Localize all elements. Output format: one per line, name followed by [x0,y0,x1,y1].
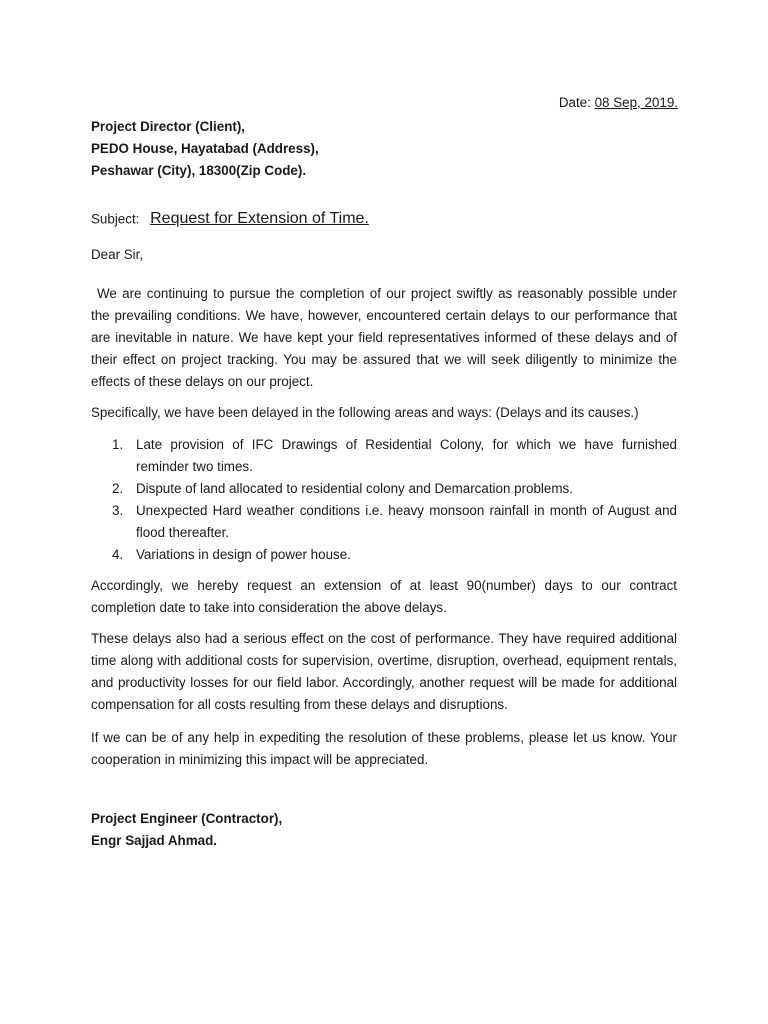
list-item-text: Variations in design of power house. [136,547,351,562]
list-item-number: 4. [112,547,124,562]
recipient-line-3: Peshawar (City), 18300(Zip Code). [91,163,307,178]
paragraph-delays-intro: Specifically, we have been delayed in the following areas and ways: (Delays and its causes.) [91,405,639,420]
recipient-line-1: Project Director (Client), [91,119,246,134]
paragraph-intro-text: We are continuing to pursue the completion of our project swiftly as reasonably possible under the prevailing conditions. We have, however, encountered certain delays to our performance that are inevitable in nature. We have kept your field representatives informed of these delays and of their effect on project tracking. You may be assured that we will seek diligently to minimize the effects of these delays on our project. [91,286,677,389]
date-value: 08 Sep, 2019. [594,95,678,110]
list-item [91,434,677,478]
subject-line [91,210,369,228]
signature-block [91,808,282,852]
paragraph-intro [91,283,677,393]
paragraph-closing: If we can be of any help in expediting the resolution of these problems, please let us know. Your cooperation in minimizing this impact will be appreciated. [91,730,677,767]
subject-title: Request for Extension of Time. [150,210,369,227]
recipient-line-2: PEDO House, Hayatabad (Address), [91,141,319,156]
date-label: Date: [558,95,591,110]
list-item [91,500,677,544]
list-item [91,478,677,500]
list-item-number: 3. [112,503,124,518]
list-item-number: 2. [112,481,124,496]
paragraph-extension-request: Accordingly, we hereby request an extension of at least 90(number) days to our contract completion date to take into consideration the above delays. [91,578,677,615]
delays-list [91,434,677,566]
list-item-text: Late provision of IFC Drawings of Residential Colony, for which we have furnished reminder two times. [136,437,677,474]
signature-title: Project Engineer (Contractor), [91,811,283,826]
salutation: Dear Sir, [91,247,144,262]
subject-label: Subject: [91,211,140,227]
list-item-text: Dispute of land allocated to residential colony and Demarcation problems. [136,481,573,496]
signature-name: Engr Sajjad Ahmad. [91,833,217,848]
letter-date [559,95,678,111]
list-item-text: Unexpected Hard weather conditions i.e. heavy monsoon rainfall in month of August and flood thereafter. [136,503,677,540]
recipient-address [91,116,319,182]
paragraph-cost-effect: These delays also had a serious effect on the cost of performance. They have required additional time along with additional costs for supervision, overtime, disruption, overhead, equipment rentals, and productivity losses for our field labor. Accordingly, another request will be made for additional compensation for all costs resulting from these delays and disruptions. [91,631,677,712]
list-item [91,544,677,566]
list-item-number: 1. [112,437,124,452]
